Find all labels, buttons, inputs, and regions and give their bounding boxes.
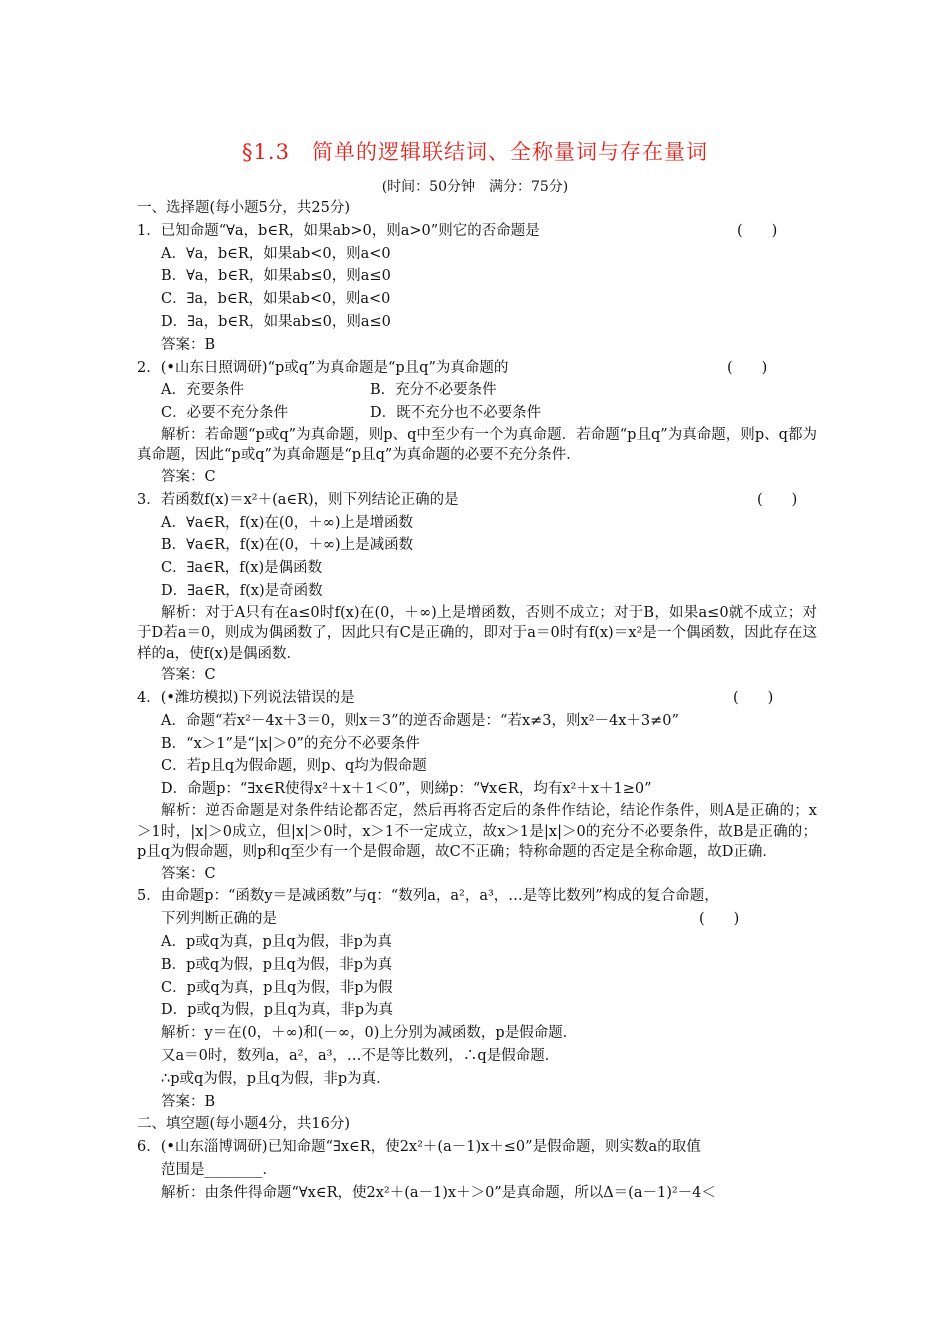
answer: 答案：B (161, 1093, 216, 1110)
question-text: 4．(•潍坊模拟)下列说法错误的是 (137, 690, 355, 707)
option-b: B．充分不必要条件 (370, 382, 497, 399)
option-d: D．∃a，b∈R，如果ab≤0，则a≤0 (161, 313, 391, 330)
question-text: 1．已知命题“∀a，b∈R，如果ab>0，则a>0”则它的否命题是 (137, 222, 540, 239)
answer-blank: ( ) (733, 690, 774, 707)
option-row (137, 379, 817, 402)
question-text: 下列判断正确的是 (161, 911, 277, 928)
analysis: ∴p或q为假，p且q为假，非p为真． (161, 1070, 391, 1087)
page-subtitle: (时间：50分钟 满分：75分) (381, 179, 569, 195)
option-c: C．∃a，b∈R，如果ab<0，则a<0 (161, 291, 391, 308)
option-d: D．既不充分也不必要条件 (370, 405, 542, 422)
question-text: 3．若函数f(x)＝x²＋(a∈R)，则下列结论正确的是 (137, 491, 459, 508)
option-b: B．“x＞1”是“|x|＞0”的充分不必要条件 (161, 735, 420, 752)
answer: 答案：C (161, 865, 216, 882)
answer-blank: ( ) (757, 491, 798, 508)
option-c: C．若p且q为假命题，则p、q均为假命题 (161, 758, 427, 775)
question-stem: 6．(•山东淄博调研)已知命题“∃x∈R，使2x²＋(a－1)x＋≤0”是假命题，则实数a的取值 (137, 1139, 701, 1156)
answer: 答案：C (161, 667, 216, 684)
question-stem-continued: 范围是________． (161, 1161, 277, 1178)
option-a: A．∀a，b∈R，如果ab<0，则a<0 (161, 245, 391, 262)
answer: 答案：B (161, 336, 216, 353)
option-d: D．p或q为假，p且q为真，非p为真 (161, 1002, 394, 1019)
section-heading: 二、填空题(每小题4分，共16分) (137, 1116, 350, 1133)
option-b: B．∀a∈R，f(x)在(0，＋∞)上是减函数 (161, 537, 414, 554)
option-a: A．∀a∈R，f(x)在(0，＋∞)上是增函数 (161, 514, 413, 531)
analysis: 解析：若命题“p或q”为真命题，则p、q中至少有一个为真命题．若命题“p且q”为真命题，则p、q都为真命题，因此“p或q”为真命题是“p且q”为真命题的必要不充分条件． (137, 426, 817, 464)
option-c: C．∃a∈R，f(x)是偶函数 (161, 560, 323, 577)
analysis: 解析：y＝在(0，＋∞)和(－∞，0)上分别为减函数，p是假命题． (161, 1025, 578, 1042)
question-stem (137, 220, 817, 243)
question-text: 2．(•山东日照调研)“p或q”为真命题是“p且q”为真命题的 (137, 359, 509, 376)
option-a: A．p或q为真，p且q为假，非p为真 (161, 933, 392, 950)
answer: 答案：C (161, 468, 216, 485)
option-c: C．必要不充分条件 (161, 405, 289, 422)
document-body (137, 197, 817, 1204)
option-a: A．命题“若x²－4x＋3＝0，则x＝3”的逆否命题是：“若x≠3，则x²－4x＋3≠0” (161, 712, 679, 729)
option-d: D．∃a∈R，f(x)是奇函数 (161, 582, 323, 599)
option-a: A．充要条件 (161, 382, 244, 399)
analysis: 解析：由条件得命题“∀x∈R，使2x²＋(a－1)x＋＞0”是真命题，所以Δ＝(a－1)²－4＜ (161, 1184, 716, 1201)
question-stem: 5．由命题p：“函数y＝是减函数”与q：“数列a，a²，a³，…是等比数列”构成的复合命题， (137, 888, 719, 905)
analysis: 解析：对于A只有在a≤0时f(x)在(0，＋∞)上是增函数，否则不成立；对于B，如果a≤0就不成立；对于D若a＝0，则成为偶函数了，因此只有C是正确的，即对于a＝0时有f(x)＝x²是一个偶函数，因此存在这样的a，使f(x)是偶函数． (137, 604, 817, 662)
answer-blank: ( ) (699, 911, 740, 928)
question-stem (137, 489, 817, 512)
option-c: C．p或q为真，p且q为假，非p为假 (161, 979, 393, 996)
option-d: D．命题p：“∃x∈R使得x²＋x＋1＜0”，则綈p：“∀x∈R，均有x²＋x＋1≥0” (161, 781, 652, 798)
answer-blank: ( ) (727, 359, 768, 376)
option-row (137, 402, 817, 425)
option-b: B．∀a，b∈R，如果ab≤0，则a≤0 (161, 268, 391, 285)
analysis: 解析：逆否命题是对条件结论都否定，然后再将否定后的条件作结论，结论作条件，则A是正确的；x＞1时，|x|＞0成立，但|x|＞0时，x＞1不一定成立，故x＞1是|x|＞0的充分不必要条件，故B是正确的；p且q为假命题，则p和q至少有一个是假命题，故C不正确；特称命题的否定是全称命题，故D正确． (137, 803, 817, 861)
answer-blank: ( ) (737, 222, 778, 239)
question-stem-continued (137, 908, 817, 931)
page-title: §1.3 简单的逻辑联结词、全称量词与存在量词 (242, 140, 708, 164)
analysis: 又a＝0时，数列a，a²，a³，…不是等比数列，∴q是假命题． (161, 1047, 560, 1064)
section-heading: 一、选择题(每小题5分，共25分) (137, 200, 350, 216)
question-stem (137, 357, 817, 380)
option-b: B．p或q为假，p且q为假，非p为真 (161, 956, 393, 973)
question-stem (137, 687, 817, 710)
